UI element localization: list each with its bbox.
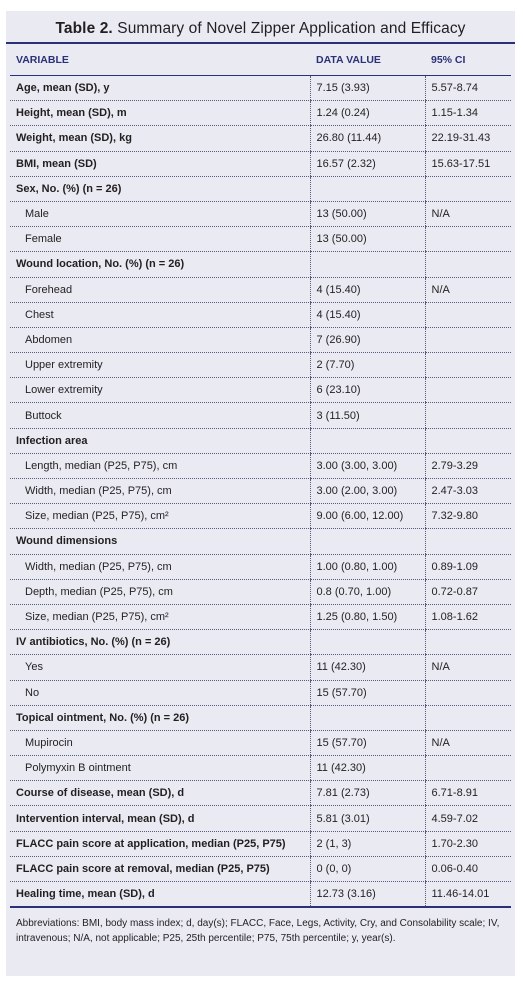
summary-table bbox=[10, 44, 511, 908]
cell-ci bbox=[425, 227, 511, 252]
cell-data-value: 16.57 (2.32) bbox=[310, 151, 425, 176]
cell-ci: 2.47-3.03 bbox=[425, 479, 511, 504]
cell-variable: Infection area bbox=[10, 428, 310, 453]
table-row bbox=[10, 378, 511, 403]
cell-variable: Weight, mean (SD), kg bbox=[10, 126, 310, 151]
table-row bbox=[10, 151, 511, 176]
cell-ci: N/A bbox=[425, 655, 511, 680]
cell-ci: 7.32-9.80 bbox=[425, 504, 511, 529]
header-row bbox=[10, 44, 511, 76]
table-row bbox=[10, 453, 511, 478]
header-variable: VARIABLE bbox=[10, 44, 310, 76]
cell-ci: N/A bbox=[425, 201, 511, 226]
cell-variable: Size, median (P25, P75), cm² bbox=[10, 604, 310, 629]
cell-data-value: 2 (1, 3) bbox=[310, 831, 425, 856]
cell-ci bbox=[425, 252, 511, 277]
cell-data-value: 7 (26.90) bbox=[310, 327, 425, 352]
cell-variable: Buttock bbox=[10, 403, 310, 428]
cell-data-value: 4 (15.40) bbox=[310, 302, 425, 327]
cell-ci: 0.72-0.87 bbox=[425, 579, 511, 604]
cell-data-value: 7.15 (3.93) bbox=[310, 76, 425, 101]
cell-ci bbox=[425, 327, 511, 352]
cell-data-value bbox=[310, 705, 425, 730]
cell-data-value: 15 (57.70) bbox=[310, 730, 425, 755]
table-row bbox=[10, 277, 511, 302]
cell-data-value: 6 (23.10) bbox=[310, 378, 425, 403]
table-row bbox=[10, 554, 511, 579]
cell-data-value: 0 (0, 0) bbox=[310, 856, 425, 881]
cell-ci: 5.57-8.74 bbox=[425, 76, 511, 101]
table-row bbox=[10, 227, 511, 252]
cell-variable: Polymyxin B ointment bbox=[10, 756, 310, 781]
cell-data-value: 11 (42.30) bbox=[310, 655, 425, 680]
cell-variable: Mupirocin bbox=[10, 730, 310, 755]
table-row bbox=[10, 781, 511, 806]
table-row bbox=[10, 428, 511, 453]
cell-variable: No bbox=[10, 680, 310, 705]
cell-variable: Chest bbox=[10, 302, 310, 327]
cell-variable: Abdomen bbox=[10, 327, 310, 352]
table-row bbox=[10, 529, 511, 554]
cell-variable: Wound dimensions bbox=[10, 529, 310, 554]
cell-ci: 15.63-17.51 bbox=[425, 151, 511, 176]
cell-ci bbox=[425, 378, 511, 403]
table-row bbox=[10, 806, 511, 831]
table-row bbox=[10, 327, 511, 352]
cell-variable: Length, median (P25, P75), cm bbox=[10, 453, 310, 478]
cell-data-value: 2 (7.70) bbox=[310, 353, 425, 378]
table-row bbox=[10, 176, 511, 201]
table-row bbox=[10, 579, 511, 604]
cell-ci: N/A bbox=[425, 277, 511, 302]
table-row bbox=[10, 101, 511, 126]
cell-ci: 1.15-1.34 bbox=[425, 101, 511, 126]
cell-data-value: 1.00 (0.80, 1.00) bbox=[310, 554, 425, 579]
cell-variable: Healing time, mean (SD), d bbox=[10, 882, 310, 908]
table-row bbox=[10, 831, 511, 856]
cell-variable: Forehead bbox=[10, 277, 310, 302]
cell-variable: Yes bbox=[10, 655, 310, 680]
cell-ci bbox=[425, 756, 511, 781]
cell-ci bbox=[425, 428, 511, 453]
cell-data-value bbox=[310, 529, 425, 554]
table-row bbox=[10, 479, 511, 504]
cell-ci: 0.06-0.40 bbox=[425, 856, 511, 881]
cell-ci: 1.08-1.62 bbox=[425, 604, 511, 629]
header-data-value: DATA VALUE bbox=[310, 44, 425, 76]
cell-data-value: 11 (42.30) bbox=[310, 756, 425, 781]
cell-ci bbox=[425, 176, 511, 201]
cell-ci bbox=[425, 302, 511, 327]
cell-variable: BMI, mean (SD) bbox=[10, 151, 310, 176]
table-row bbox=[10, 756, 511, 781]
table-row bbox=[10, 504, 511, 529]
cell-ci: 6.71-8.91 bbox=[425, 781, 511, 806]
cell-ci bbox=[425, 529, 511, 554]
cell-variable: Depth, median (P25, P75), cm bbox=[10, 579, 310, 604]
cell-data-value: 13 (50.00) bbox=[310, 227, 425, 252]
cell-variable: Course of disease, mean (SD), d bbox=[10, 781, 310, 806]
table-row bbox=[10, 630, 511, 655]
table-panel bbox=[6, 11, 515, 976]
table-number: Table 2. bbox=[55, 20, 113, 37]
header-ci: 95% CI bbox=[425, 44, 511, 76]
table-row bbox=[10, 655, 511, 680]
cell-variable: Wound location, No. (%) (n = 26) bbox=[10, 252, 310, 277]
cell-variable: Topical ointment, No. (%) (n = 26) bbox=[10, 705, 310, 730]
cell-data-value bbox=[310, 630, 425, 655]
cell-data-value: 9.00 (6.00, 12.00) bbox=[310, 504, 425, 529]
table-row bbox=[10, 604, 511, 629]
cell-data-value bbox=[310, 176, 425, 201]
cell-variable: Upper extremity bbox=[10, 353, 310, 378]
cell-data-value: 3.00 (3.00, 3.00) bbox=[310, 453, 425, 478]
cell-ci: 1.70-2.30 bbox=[425, 831, 511, 856]
cell-ci bbox=[425, 630, 511, 655]
table-row bbox=[10, 882, 511, 908]
cell-data-value bbox=[310, 252, 425, 277]
cell-ci: 11.46-14.01 bbox=[425, 882, 511, 908]
table-row bbox=[10, 76, 511, 101]
cell-data-value: 3.00 (2.00, 3.00) bbox=[310, 479, 425, 504]
table-row bbox=[10, 680, 511, 705]
cell-data-value bbox=[310, 428, 425, 453]
cell-ci: N/A bbox=[425, 730, 511, 755]
cell-ci: 4.59-7.02 bbox=[425, 806, 511, 831]
cell-ci bbox=[425, 705, 511, 730]
cell-data-value: 12.73 (3.16) bbox=[310, 882, 425, 908]
table-row bbox=[10, 856, 511, 881]
cell-ci bbox=[425, 403, 511, 428]
table-row bbox=[10, 201, 511, 226]
table-title bbox=[6, 11, 515, 44]
table-row bbox=[10, 403, 511, 428]
cell-data-value: 4 (15.40) bbox=[310, 277, 425, 302]
cell-ci: 0.89-1.09 bbox=[425, 554, 511, 579]
cell-ci: 22.19-31.43 bbox=[425, 126, 511, 151]
cell-variable: Age, mean (SD), y bbox=[10, 76, 310, 101]
cell-ci bbox=[425, 680, 511, 705]
cell-variable: Sex, No. (%) (n = 26) bbox=[10, 176, 310, 201]
cell-data-value: 1.24 (0.24) bbox=[310, 101, 425, 126]
cell-variable: Size, median (P25, P75), cm² bbox=[10, 504, 310, 529]
cell-data-value: 1.25 (0.80, 1.50) bbox=[310, 604, 425, 629]
cell-variable: Intervention interval, mean (SD), d bbox=[10, 806, 310, 831]
cell-data-value: 7.81 (2.73) bbox=[310, 781, 425, 806]
table-caption: Summary of Novel Zipper Application and Efficacy bbox=[117, 20, 466, 37]
table-row bbox=[10, 302, 511, 327]
cell-data-value: 26.80 (11.44) bbox=[310, 126, 425, 151]
cell-ci bbox=[425, 353, 511, 378]
table-row bbox=[10, 252, 511, 277]
abbreviations-note: Abbreviations: BMI, body mass index; d, day(s); FLACC, Face, Legs, Activity, Cry, and Consolability scale; IV, intravenous; N/A, not applicable; P25, 25th percentile; P75, 75th percentile; y, year(s). bbox=[16, 918, 500, 945]
table-body bbox=[10, 76, 511, 908]
cell-variable: Width, median (P25, P75), cm bbox=[10, 479, 310, 504]
cell-variable: Lower extremity bbox=[10, 378, 310, 403]
cell-data-value: 0.8 (0.70, 1.00) bbox=[310, 579, 425, 604]
cell-data-value: 13 (50.00) bbox=[310, 201, 425, 226]
cell-data-value: 3 (11.50) bbox=[310, 403, 425, 428]
cell-data-value: 5.81 (3.01) bbox=[310, 806, 425, 831]
cell-variable: FLACC pain score at application, median (P25, P75) bbox=[10, 831, 310, 856]
cell-ci: 2.79-3.29 bbox=[425, 453, 511, 478]
cell-variable: FLACC pain score at removal, median (P25, P75) bbox=[10, 856, 310, 881]
cell-variable: IV antibiotics, No. (%) (n = 26) bbox=[10, 630, 310, 655]
table-row bbox=[10, 705, 511, 730]
cell-variable: Male bbox=[10, 201, 310, 226]
cell-variable: Height, mean (SD), m bbox=[10, 101, 310, 126]
cell-data-value: 15 (57.70) bbox=[310, 680, 425, 705]
table-row bbox=[10, 126, 511, 151]
cell-variable: Female bbox=[10, 227, 310, 252]
table-row bbox=[10, 353, 511, 378]
cell-variable: Width, median (P25, P75), cm bbox=[10, 554, 310, 579]
table-row bbox=[10, 730, 511, 755]
